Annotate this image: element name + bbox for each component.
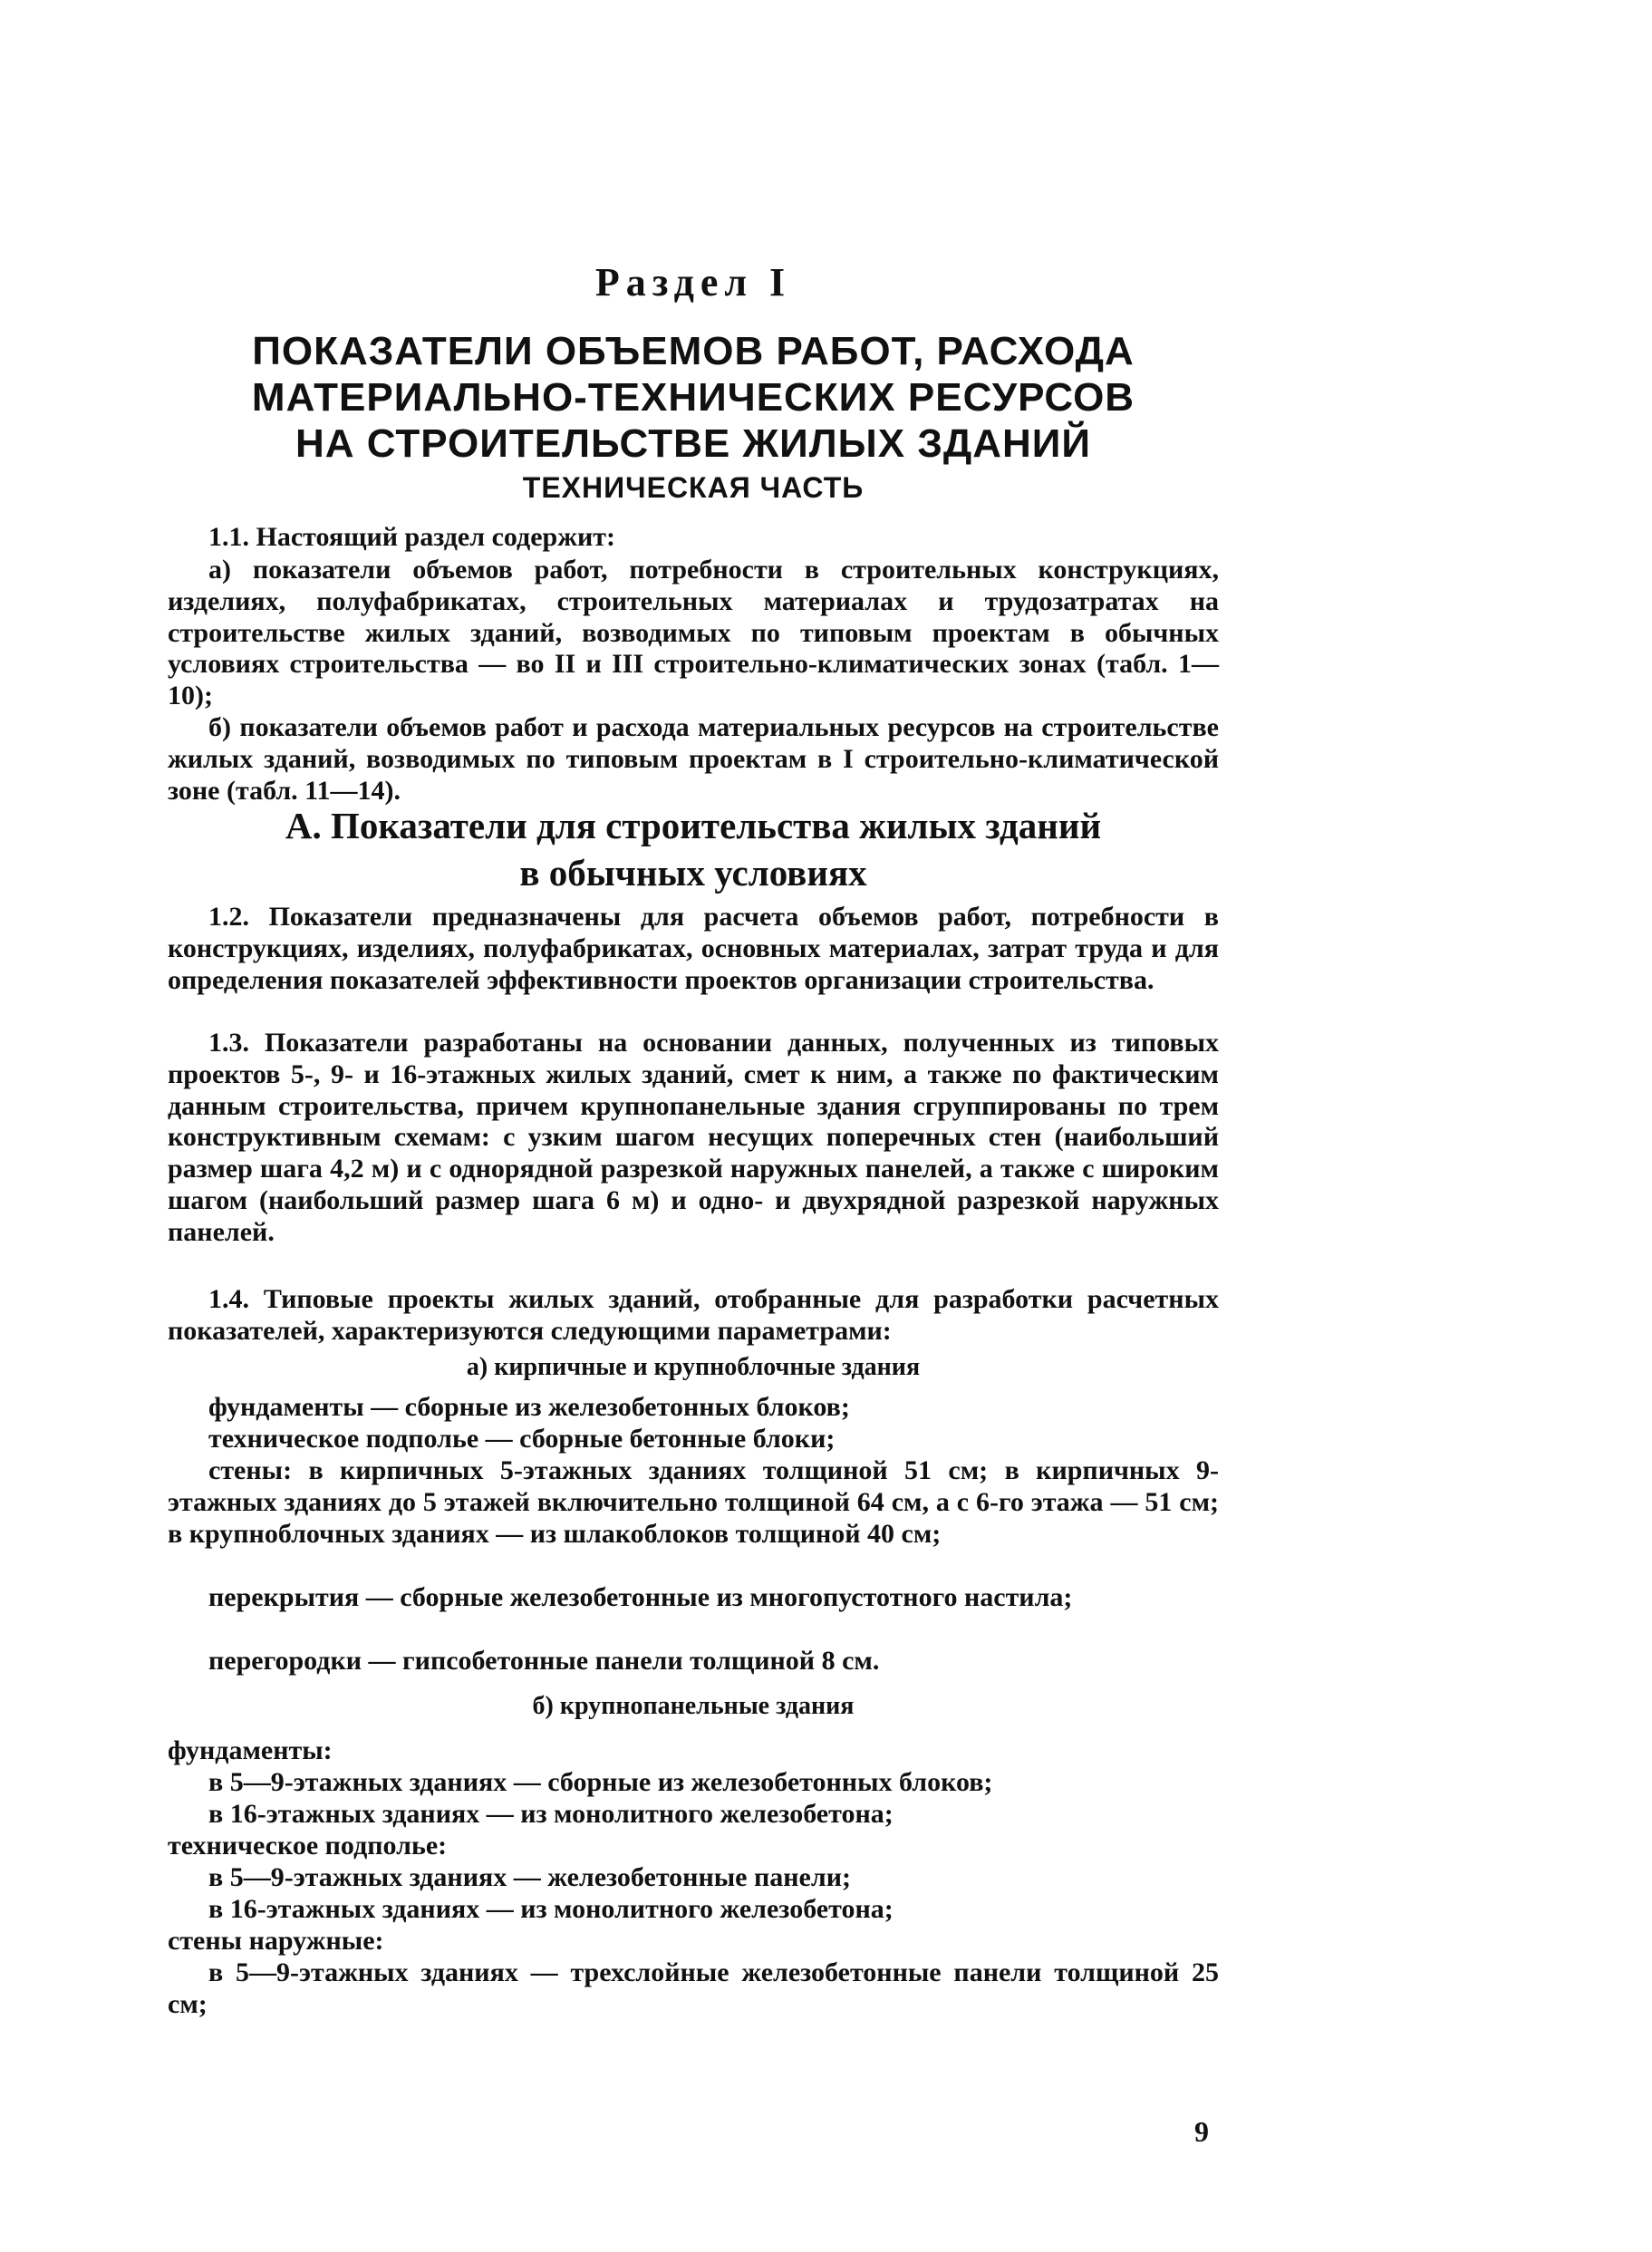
page-number: 9 <box>1194 2115 1209 2148</box>
brick-walls: стены: в кирпичных 5-этажных зданиях толщиной 51 см; в кирпичных 9-этажных зданиях до 5 этажей включительно толщиной 64 см, а с 6-го этажа — 51 см; в крупноблочных зданиях — из шлакоблоков толщиной 40 см; <box>168 1455 1219 1549</box>
section-title-line: МАТЕРИАЛЬНО-ТЕХНИЧЕСКИХ РЕСУРСОВ <box>251 375 1135 420</box>
brick-basement: техническое подполье — сборные бетонные блоки; <box>208 1424 836 1454</box>
panel-walls-label: стены наружные: <box>168 1926 384 1956</box>
caption-a: а) кирпичные и крупноблочные здания <box>466 1353 921 1381</box>
panel-foundations-item: в 16-этажных зданиях — из монолитного железобетона; <box>208 1799 894 1829</box>
brick-floors: перекрытия — сборные железобетонные из многопустотного настила; <box>208 1582 1073 1612</box>
brick-foundations: фундаменты — сборные из железобетонных блоков; <box>208 1392 850 1422</box>
section-label: Раздел I <box>594 260 792 304</box>
panel-walls-item: в 5—9-этажных зданиях — трехслойные железобетонные панели толщиной 25 см; <box>168 1957 1219 2019</box>
paragraph-1-2: 1.2. Показатели предназначены для расчета объемов работ, потребности в конструкциях, изделиях, полуфабрикатах, основных материалах, затрат труда и для определения показателей эффективности проектов организации строительства. <box>168 902 1219 995</box>
panel-basement-label: техническое подполье: <box>168 1831 448 1861</box>
panel-basement-item: в 16-этажных зданиях — из монолитного железобетона; <box>208 1894 894 1924</box>
paragraph-1-3: 1.3. Показатели разработаны на основании данных, полученных из типовых проектов 5-, 9- и 16-этажных жилых зданий, смет к ним, а также по фактическим данным строительства, причем крупнопанельные здания сгруппированы по трем конструктивным схемам: с узким шагом несущих поперечных стен (наибольший размер шага 4,2 м) и с однорядной разрезкой наружных панелей, а также с широким шагом (наибольший размер шага 6 м) и одно- и двухрядной разрезкой наружных панелей. <box>168 1028 1219 1247</box>
section-title <box>168 328 1219 467</box>
paragraph-1-1: 1.1. Настоящий раздел содержит: <box>208 522 615 552</box>
panel-basement-item: в 5—9-этажных зданиях — железобетонные панели; <box>208 1862 851 1892</box>
caption-b: б) крупнопанельные здания <box>532 1692 855 1720</box>
section-title-line: ПОКАЗАТЕЛИ ОБЪЕМОВ РАБОТ, РАСХОДА <box>252 329 1135 373</box>
paragraph-1-4: 1.4. Типовые проекты жилых зданий, отобранные для разработки расчетных показателей, характеризуются следующими параметрами: <box>168 1284 1219 1346</box>
paragraph-1-1-b: б) показатели объемов работ и расхода материальных ресурсов на строительстве жилых зданий, возводимых по типовым проектам в I строительно-климатической зоне (табл. 11—14). <box>168 712 1219 806</box>
brick-partitions: перегородки — гипсобетонные панели толщиной 8 см. <box>208 1646 880 1676</box>
paragraph-1-1-a: а) показатели объемов работ, потребности в строительных конструкциях, изделиях, полуфабрикатах, строительных материалах и трудозатратах на строительстве жилых зданий, возводимых по типовым проектам в обычных условиях строительства — во II и III строительно-климатических зонах (табл. 1—10); <box>168 555 1219 711</box>
section-subtitle: ТЕХНИЧЕСКАЯ ЧАСТЬ <box>522 471 865 504</box>
panel-foundations-label: фундаменты: <box>168 1735 333 1765</box>
section-title-line: НА СТРОИТЕЛЬСТВЕ ЖИЛЫХ ЗДАНИЙ <box>295 421 1092 466</box>
subsection-a-line: А. Показатели для строительства жилых зданий <box>285 805 1102 846</box>
subsection-a-line: в обычных условиях <box>519 852 867 894</box>
subsection-a-heading <box>168 802 1219 896</box>
panel-foundations-item: в 5—9-этажных зданиях — сборные из железобетонных блоков; <box>208 1767 993 1797</box>
